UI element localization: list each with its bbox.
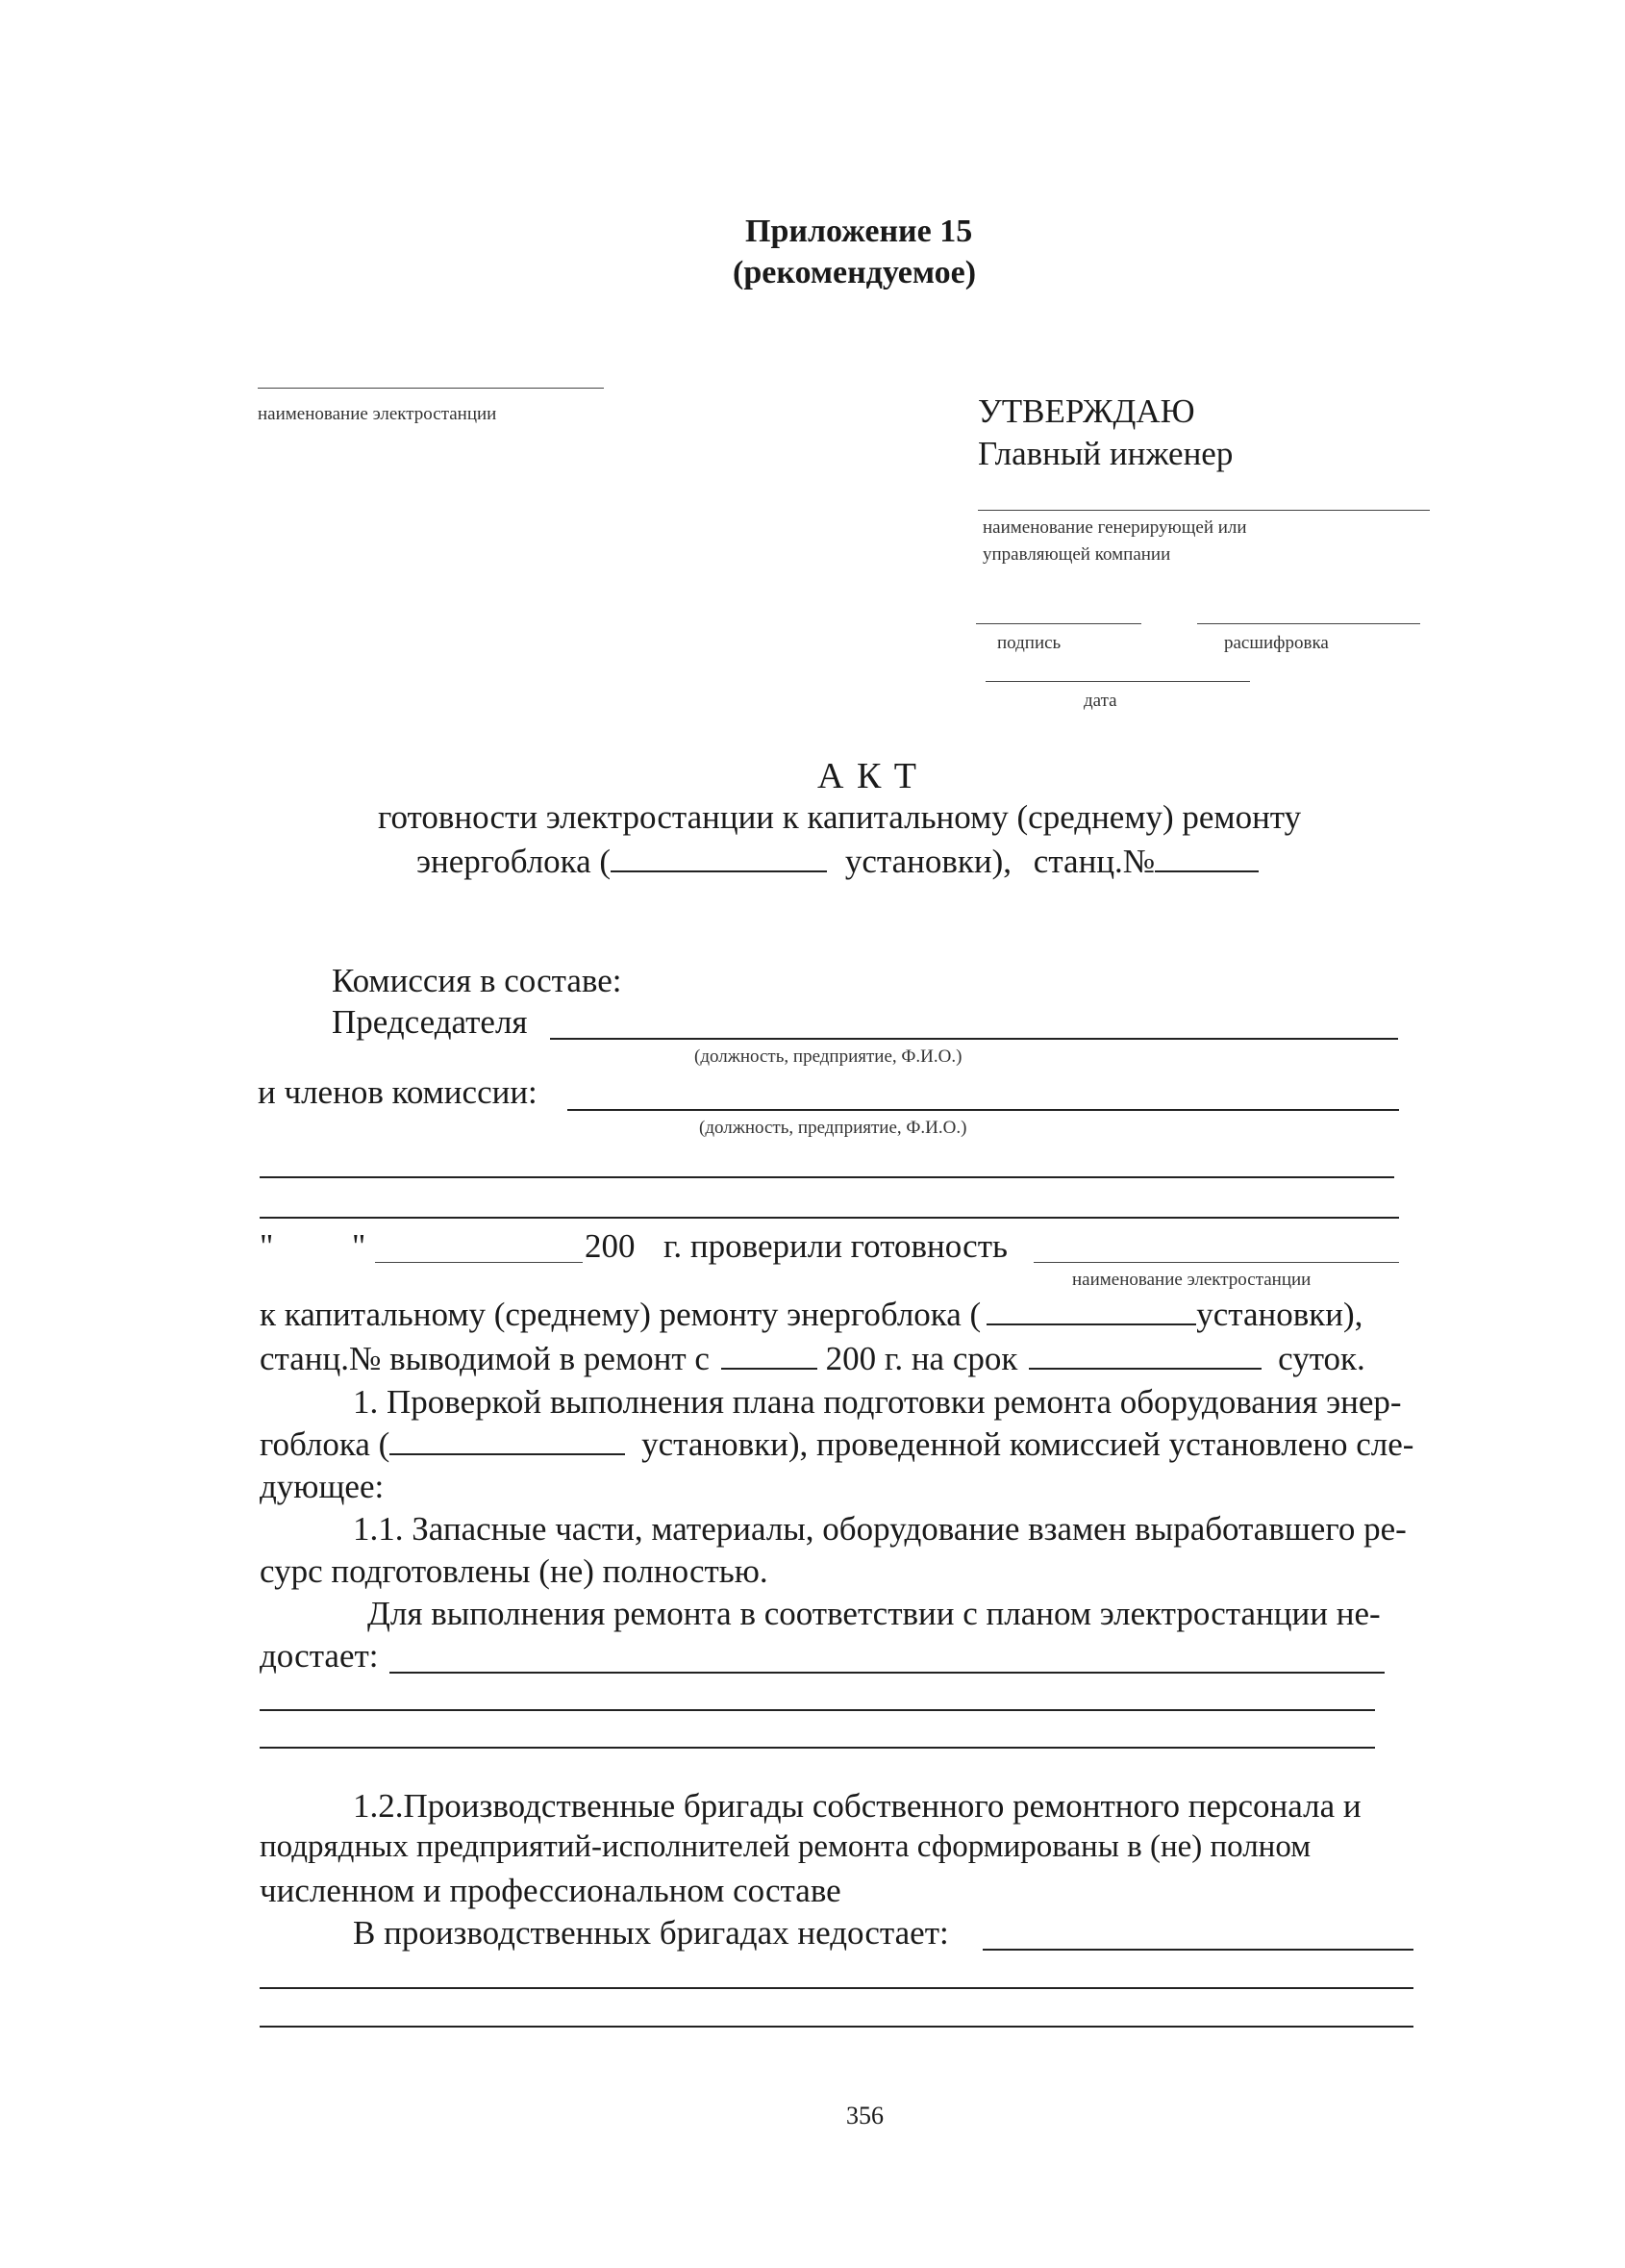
repair-label: к капитальному (среднему) ремонту энергоблока ( xyxy=(260,1296,982,1333)
plant-check-caption: наименование электростанции xyxy=(1072,1270,1312,1290)
repair-unit-blank xyxy=(987,1297,1196,1325)
date-caption: дата xyxy=(1084,691,1117,711)
members-label: и членов комиссии: xyxy=(258,1073,538,1111)
decryption-line xyxy=(1197,623,1420,624)
decryption-caption: расшифровка xyxy=(1224,633,1329,653)
repair-year-label: 200 г. на срок xyxy=(825,1340,1018,1377)
plant-name-caption: наименование электростанции xyxy=(258,404,497,424)
shortage-line-2 xyxy=(260,1709,1375,1711)
appendix-title: Приложение 15 xyxy=(745,214,973,249)
act-subtitle-install-label: установки), xyxy=(844,843,1012,880)
members-line-3 xyxy=(260,1217,1399,1219)
item1-unit-label: гоблока ( xyxy=(260,1425,390,1463)
station-label: станц.№ выводимой в ремонт с xyxy=(260,1340,710,1377)
plant-check-line xyxy=(1034,1262,1399,1263)
item11-line4: достает: xyxy=(260,1637,379,1675)
unit-blank xyxy=(611,844,827,872)
item11-line1: 1.1. Запасные части, материалы, оборудование взамен выработавшего ре- xyxy=(353,1510,1407,1548)
station-line xyxy=(260,1340,1365,1378)
days-label: суток. xyxy=(1278,1340,1365,1377)
item12-line1: 1.2.Производственные бригады собственного ремонтного персонала и xyxy=(353,1787,1362,1825)
members-line-2 xyxy=(260,1176,1394,1178)
item1-line1: 1. Проверкой выполнения плана подготовки ремонта оборудования энер- xyxy=(353,1383,1402,1421)
chair-label: Председателя xyxy=(332,1003,528,1041)
company-name-line xyxy=(978,510,1430,511)
plant-name-line xyxy=(258,388,604,389)
commission-label: Комиссия в составе: xyxy=(332,962,622,999)
company-caption-1: наименование генерирующей или xyxy=(983,517,1247,538)
page-number: 356 xyxy=(846,2102,884,2129)
item1-line3: дующее: xyxy=(260,1468,385,1505)
repair-install-label: установки), xyxy=(1196,1296,1363,1333)
company-caption-2: управляющей компании xyxy=(983,544,1171,565)
item12-line2: подрядных предприятий-исполнителей ремонта сформированы в (не) полном xyxy=(260,1829,1312,1864)
chair-line xyxy=(550,1038,1398,1040)
shortage-line-1 xyxy=(389,1672,1385,1674)
repair-start-blank xyxy=(721,1341,817,1370)
chair-caption: (должность, предприятие, Ф.И.О.) xyxy=(694,1046,962,1067)
shortage-line-3 xyxy=(260,1747,1375,1749)
check-text: г. проверили готовность xyxy=(663,1227,1008,1265)
item12-line3: численном и профессиональном составе xyxy=(260,1872,841,1909)
signature-caption: подпись xyxy=(997,633,1062,653)
signature-line xyxy=(976,623,1141,624)
quote-close: " xyxy=(352,1227,366,1265)
repair-term-blank xyxy=(1029,1341,1262,1370)
brigade-line-3 xyxy=(260,2026,1413,2028)
members-line xyxy=(567,1109,1399,1111)
item11-line2: сурс подготовлены (не) полностью. xyxy=(260,1552,768,1590)
item12-line4: В производственных бригадах недостает: xyxy=(353,1914,949,1952)
quote-open: " xyxy=(260,1227,274,1265)
act-title: А К Т xyxy=(817,756,918,796)
brigade-line-2 xyxy=(260,1987,1413,1989)
brigade-line-1 xyxy=(983,1949,1413,1951)
repair-line xyxy=(260,1296,1362,1334)
item1-line2 xyxy=(260,1425,1413,1464)
act-subtitle-line1: готовности электростанции к капитальному (среднему) ремонту xyxy=(378,798,1302,836)
date-line xyxy=(986,681,1250,682)
station-number-blank xyxy=(1155,844,1259,872)
act-subtitle-line2 xyxy=(416,843,1259,881)
day-month-line xyxy=(375,1262,583,1263)
act-subtitle-unit-label: энергоблока ( xyxy=(416,843,612,880)
item1-tail: установки), проведенной комиссией установлено сле- xyxy=(641,1425,1414,1463)
check-year: 200 xyxy=(585,1227,636,1265)
item11-line3: Для выполнения ремонта в соответствии с планом электростанции не- xyxy=(367,1595,1381,1632)
act-subtitle-station-label: станц.№ xyxy=(1033,843,1156,880)
approve-heading: УТВЕРЖДАЮ xyxy=(978,392,1195,430)
approver-position: Главный инженер xyxy=(978,435,1234,472)
appendix-subtitle: (рекомендуемое) xyxy=(733,255,977,290)
item1-unit-blank xyxy=(389,1426,625,1455)
members-caption: (должность, предприятие, Ф.И.О.) xyxy=(699,1118,967,1138)
